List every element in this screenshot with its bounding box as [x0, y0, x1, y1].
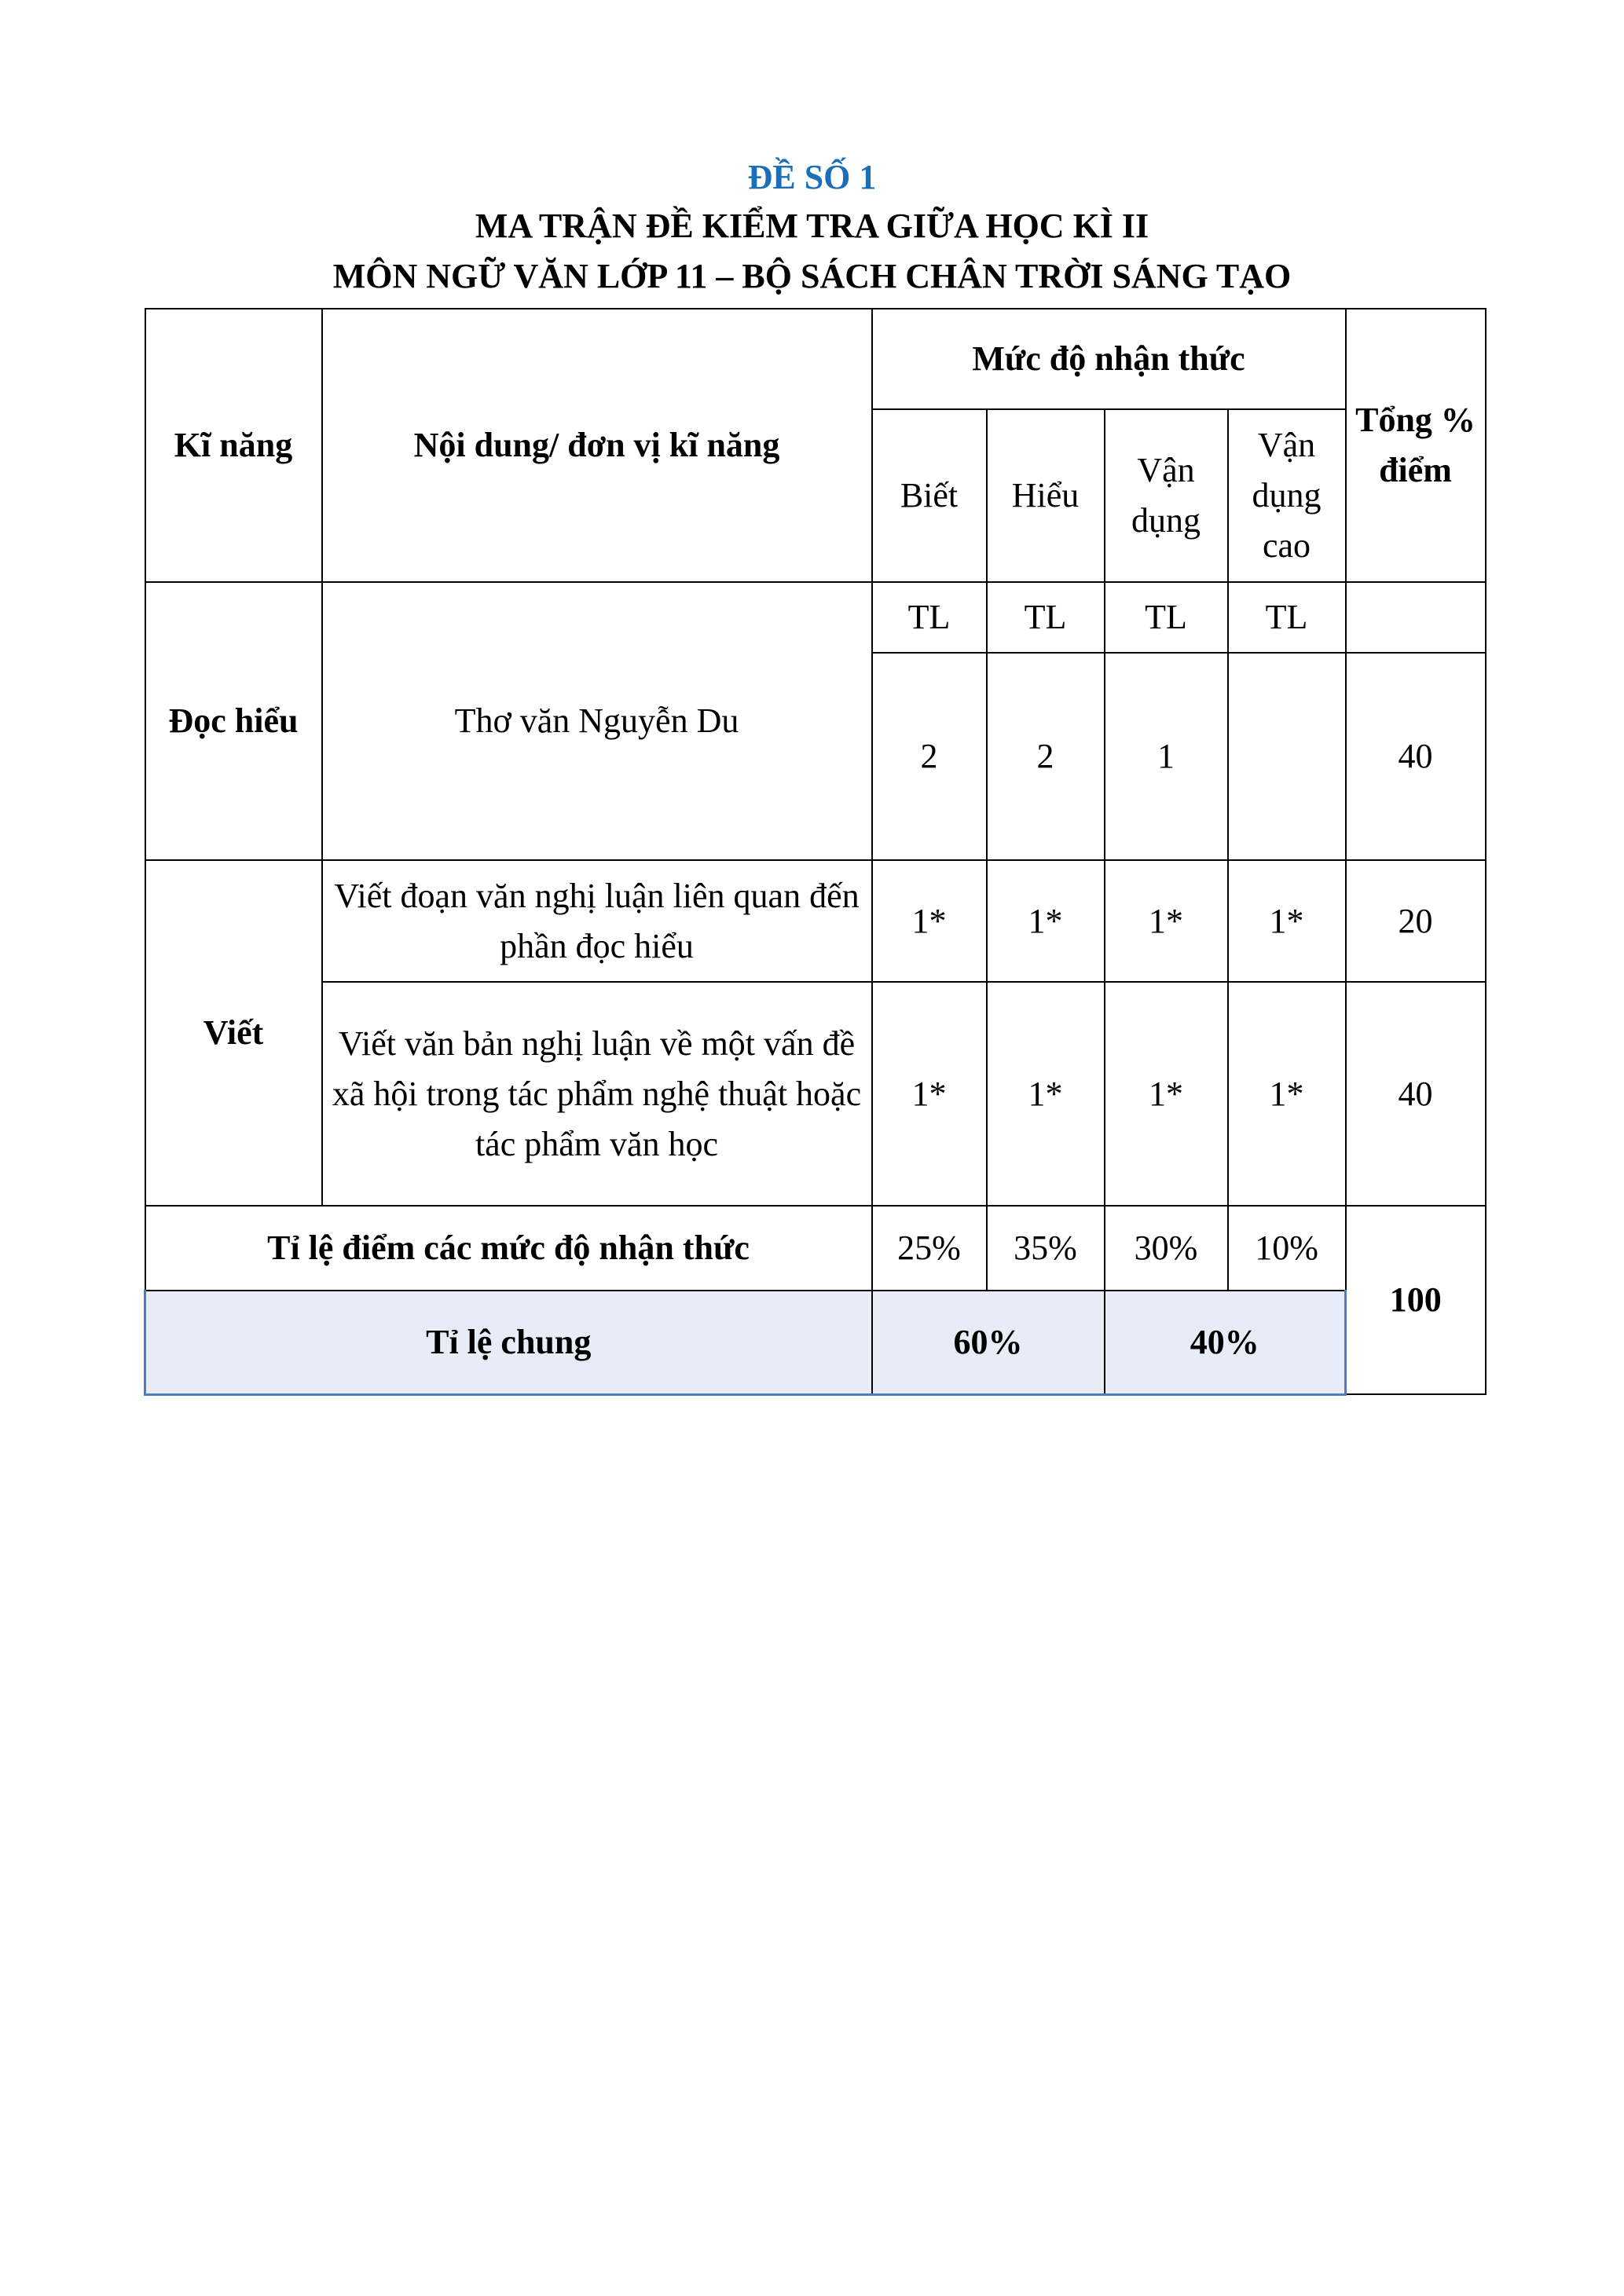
general-basic: 60%: [872, 1291, 1105, 1394]
reading-total: 40: [1346, 653, 1486, 860]
reading-understand-value: 2: [987, 653, 1105, 860]
writing1-total: 20: [1346, 860, 1486, 982]
skill-writing: Viết: [145, 860, 322, 1206]
writing2-total: 40: [1346, 982, 1486, 1206]
exam-matrix-table: [144, 308, 1487, 1396]
header-level-know: Biết: [872, 409, 987, 582]
header-cognitive-levels: Mức độ nhận thức: [872, 309, 1346, 409]
exam-number-title: ĐỀ SỐ 1: [747, 158, 877, 196]
writing2-know-value: 1*: [872, 982, 987, 1206]
writing1-apply-value: 1*: [1105, 860, 1228, 982]
writing1-understand-value: 1*: [987, 860, 1105, 982]
grand-total: 100: [1346, 1206, 1486, 1394]
header-total-percent: Tổng % điểm: [1346, 309, 1486, 582]
general-applied: 40%: [1105, 1291, 1346, 1394]
ratio-apply-high: 10%: [1228, 1206, 1346, 1291]
content-reading: Thơ văn Nguyễn Du: [322, 582, 872, 860]
writing2-apply-high-value: 1*: [1228, 982, 1346, 1206]
writing1-know-value: 1*: [872, 860, 987, 982]
header-level-apply: Vận dụng: [1105, 409, 1228, 582]
content-writing-paragraph: Viết đoạn văn nghị luận liên quan đến phần đọc hiểu: [322, 860, 872, 982]
ratio-know: 25%: [872, 1206, 987, 1291]
type-apply-high: TL: [1228, 582, 1346, 653]
reading-apply-high-value: [1228, 653, 1346, 860]
writing1-apply-high-value: 1*: [1228, 860, 1346, 982]
document-title-line2: MÔN NGỮ VĂN LỚP 11 – BỘ SÁCH CHÂN TRỜI SÁNG TẠO: [332, 257, 1292, 295]
ratio-row-label: Tỉ lệ điểm các mức độ nhận thức: [145, 1206, 872, 1291]
ratio-apply: 30%: [1105, 1206, 1228, 1291]
reading-know-value: 2: [872, 653, 987, 860]
general-row-label: Tỉ lệ chung: [145, 1291, 872, 1394]
type-know: TL: [872, 582, 987, 653]
header-skill: Kĩ năng: [145, 309, 322, 582]
document-title-line1: MA TRẬN ĐỀ KIỂM TRA GIỮA HỌC KÌ II: [475, 207, 1149, 245]
reading-apply-value: 1: [1105, 653, 1228, 860]
skill-reading: Đọc hiểu: [145, 582, 322, 860]
header-level-understand: Hiểu: [987, 409, 1105, 582]
writing2-understand-value: 1*: [987, 982, 1105, 1206]
type-understand: TL: [987, 582, 1105, 653]
type-apply: TL: [1105, 582, 1228, 653]
ratio-understand: 35%: [987, 1206, 1105, 1291]
header-level-apply-high: Vận dụng cao: [1228, 409, 1346, 582]
writing2-apply-value: 1*: [1105, 982, 1228, 1206]
header-content: Nội dung/ đơn vị kĩ năng: [322, 309, 872, 582]
content-writing-essay: Viết văn bản nghị luận về một vấn đề xã hội trong tác phẩm nghệ thuật hoặc tác phẩm văn học: [322, 982, 872, 1206]
type-total-empty: [1346, 582, 1486, 653]
